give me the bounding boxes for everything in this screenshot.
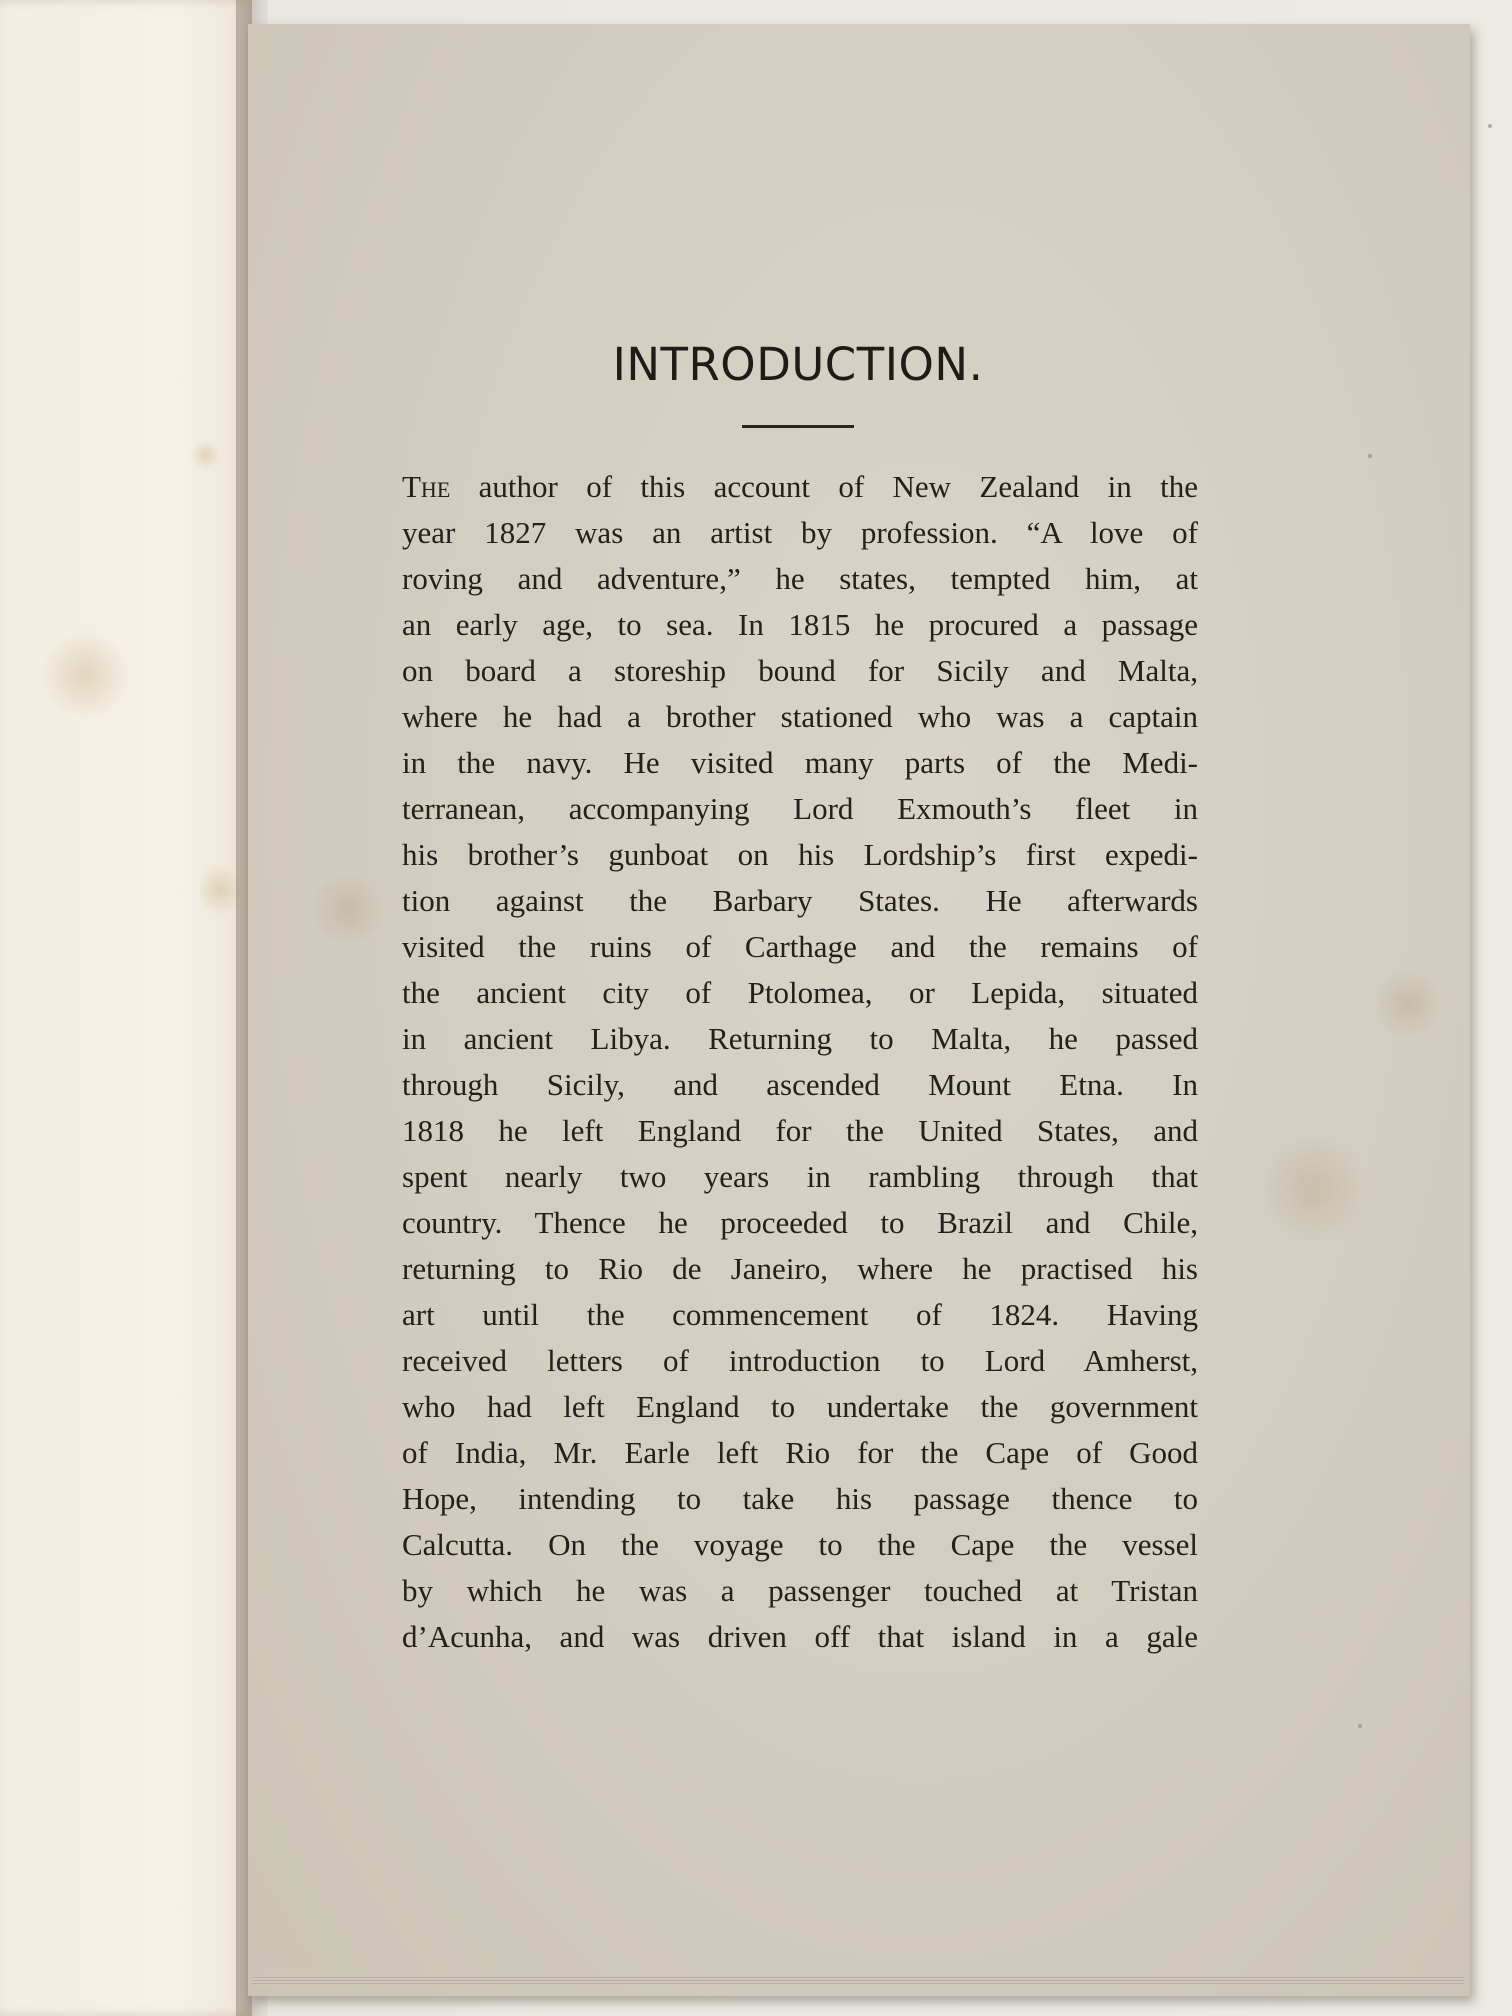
text-line: spent nearly two years in rambling through that [402,1159,1198,1194]
text-line: where he had a brother stationed who was a captain [402,699,1198,734]
text-line: of India, Mr. Earle left Rio for the Cape of Good [402,1435,1198,1470]
heading-container [248,0,1348,440]
page-stain [308,874,388,944]
text-line: the ancient city of Ptolomea, or Lepida, situated [402,975,1198,1010]
text-line: who had left England to undertake the government [402,1389,1198,1424]
page-heading: INTRODUCTION. [612,338,984,391]
drop-word: The [402,469,451,504]
text-line: country. Thence he proceeded to Brazil and Chile, [402,1205,1198,1240]
foxing-stain [200,860,240,920]
text-line: in ancient Libya. Returning to Malta, he passed [402,1021,1198,1056]
text-line: through Sicily, and ascended Mount Etna. In [402,1067,1198,1102]
text-line: terranean, accompanying Lord Exmouth’s fleet in [402,791,1198,826]
foxing-stain [190,440,220,470]
page-speck [1488,124,1492,128]
text-line [402,464,1198,510]
text-line: Calcutta. On the voyage to the Cape the vessel [402,1527,1198,1562]
page-stain [1378,964,1438,1044]
body-text [402,464,1198,1660]
text-line: returning to Rio de Janeiro, where he practised his [402,1251,1198,1286]
text-line: d’Acunha, and was driven off that island in a gale [402,1619,1198,1654]
text-line: received letters of introduction to Lord Amherst, [402,1343,1198,1378]
text-line: an early age, to sea. In 1815 he procured a passage [402,607,1198,642]
text-line: by which he was a passenger touched at Tristan [402,1573,1198,1608]
text-line: roving and adventure,” he states, tempted him, at [402,561,1198,596]
page-speck [1368,454,1372,458]
text-line: year 1827 was an artist by profession. “A love of [402,515,1198,550]
text-line: in the navy. He visited many parts of the Medi- [402,745,1198,780]
heading-rule [742,425,854,428]
text-line: his brother’s gunboat on his Lordship’s first expedi- [402,837,1198,872]
first-line-text: author of this account of New Zealand in the [478,469,1198,504]
text-line: visited the ruins of Carthage and the remains of [402,929,1198,964]
page-stack-edge [252,1975,1464,1985]
page-speck [1358,1724,1362,1728]
left-facing-page [0,0,252,2016]
text-line: Hope, intending to take his passage thence to [402,1481,1198,1516]
text-line: tion against the Barbary States. He afterwards [402,883,1198,918]
text-line: 1818 he left England for the United States, and [402,1113,1198,1148]
text-line: art until the commencement of 1824. Having [402,1297,1198,1332]
text-line: on board a storeship bound for Sicily and Malta, [402,653,1198,688]
page-stain [1258,1134,1368,1244]
foxing-stain [40,630,130,720]
